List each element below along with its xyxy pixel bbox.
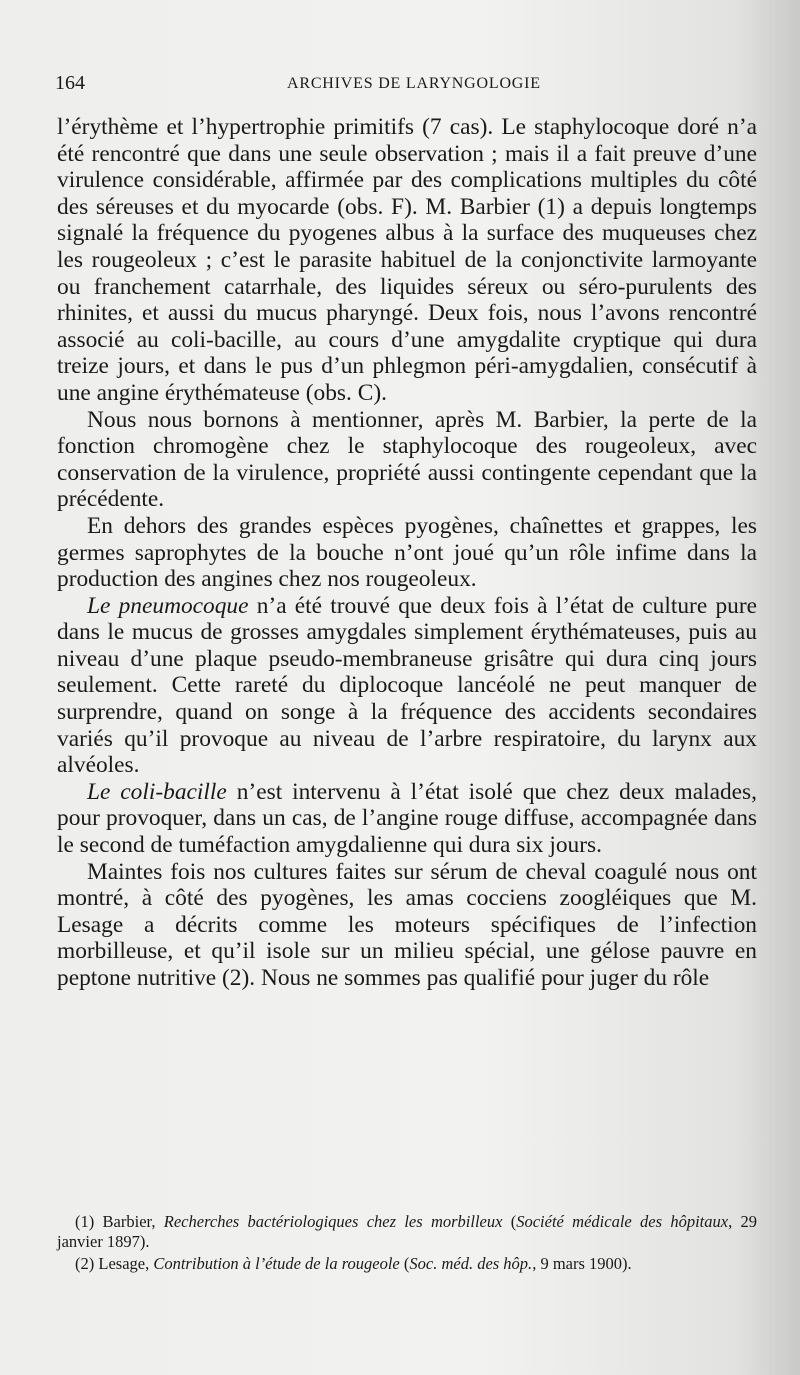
italic-text-run: Recherches bactériologiques chez les morbilleux bbox=[163, 1212, 503, 1231]
running-head: ARCHIVES DE LARYNGOLOGIE bbox=[287, 75, 541, 92]
footnote bbox=[57, 1254, 757, 1274]
italic-text-run: Le pneumocoque bbox=[87, 592, 249, 619]
text-run: , 29 janvier 1897). bbox=[57, 1212, 757, 1251]
text-run: n’est intervenu à l’état isolé que chez deux malades, pour provoquer, dans un cas, de l’angine rouge diffuse, accompagnée dans le second de tuméfaction amygdalienne qui dura six jours. bbox=[57, 778, 757, 859]
italic-text-run: Le coli-bacille bbox=[87, 778, 227, 805]
text-run: n’a été trouvé que deux fois à l’état de culture pure dans le mucus de grosses amygdales simplement érythémateuses, puis au niveau d’une plaque pseudo-membraneuse grisâtre qui dura cinq jours seulement. Cette rareté du diplocoque lancéolé ne peut manquer de surprendre, quand on songe à la fréquence des accidents secondaires variés qu’il provoque au niveau de l’arbre respiratoire, du larynx aux alvéoles. bbox=[57, 592, 758, 779]
paragraph bbox=[57, 779, 757, 859]
text-run: , 9 mars 1900). bbox=[532, 1254, 632, 1273]
page-header bbox=[55, 72, 760, 100]
text-run: ( bbox=[502, 1212, 517, 1231]
page-number: 164 bbox=[55, 72, 85, 94]
paragraph bbox=[57, 114, 757, 407]
text-run: (1) Barbier, bbox=[75, 1212, 164, 1231]
text-run: ( bbox=[399, 1254, 410, 1273]
text-run: (2) Lesage, bbox=[75, 1254, 154, 1273]
italic-text-run: Soc. méd. des hôp. bbox=[409, 1254, 533, 1273]
paragraph bbox=[57, 407, 757, 513]
footnote bbox=[57, 1212, 757, 1252]
body-text bbox=[57, 114, 757, 992]
text-run: En dehors des grandes espèces pyogènes, chaînettes et grappes, les germes saprophytes de la bouche n’ont joué qu’un rôle infime dans la production des angines chez nos rougeoleux. bbox=[57, 512, 757, 593]
paragraph bbox=[57, 593, 757, 779]
italic-text-run: Société médicale des hôpitaux bbox=[516, 1212, 729, 1231]
text-run: Nous nous bornons à mentionner, après M. Barbier, la perte de la fonction chromogène chez le staphylocoque des rougeoleux, avec conservation de la virulence, propriété aussi contingente cependant que la précédente. bbox=[57, 406, 757, 513]
paragraph bbox=[57, 513, 757, 593]
italic-text-run: Contribution à l’étude de la rougeole bbox=[153, 1254, 400, 1273]
text-run: l’érythème et l’hypertrophie primitifs (7 cas). Le staphylocoque doré n’a été rencontré que dans une seule observation ; mais il a fait preuve d’une virulence considérable, affirmée par des complications multiples du côté des séreuses et du myocarde (obs. F). M. Barbier (1) a depuis longtemps signalé la fréquence du pyogenes albus à la surface des muqueuses chez les rougeoleux ; c’est le parasite habituel de la conjonctivite larmoyante ou franchement catarrhale, des liquides séreux ou séro-purulents des rhinites, et aussi du mucus pharyngé. Deux fois, nous l’avons rencontré associé au coli-bacille, au cours d’une amygdalite cryptique qui dura treize jours, et dans le pus d’un phlegmon péri-amygdalien, consécutif à une angine érythémateuse (obs. C). bbox=[57, 114, 757, 406]
footnotes bbox=[57, 1212, 757, 1276]
paragraph bbox=[57, 859, 757, 992]
text-run: Maintes fois nos cultures faites sur sérum de cheval coagulé nous ont montré, à côté des pyogènes, les amas cocciens zoogléiques que M. Lesage a décrits comme les moteurs spécifiques de l’infection morbilleuse, et qu’il isole sur un milieu spécial, une gélose pauvre en peptone nutritive (2). Nous ne sommes pas qualifié pour juger du rôle bbox=[57, 858, 757, 991]
